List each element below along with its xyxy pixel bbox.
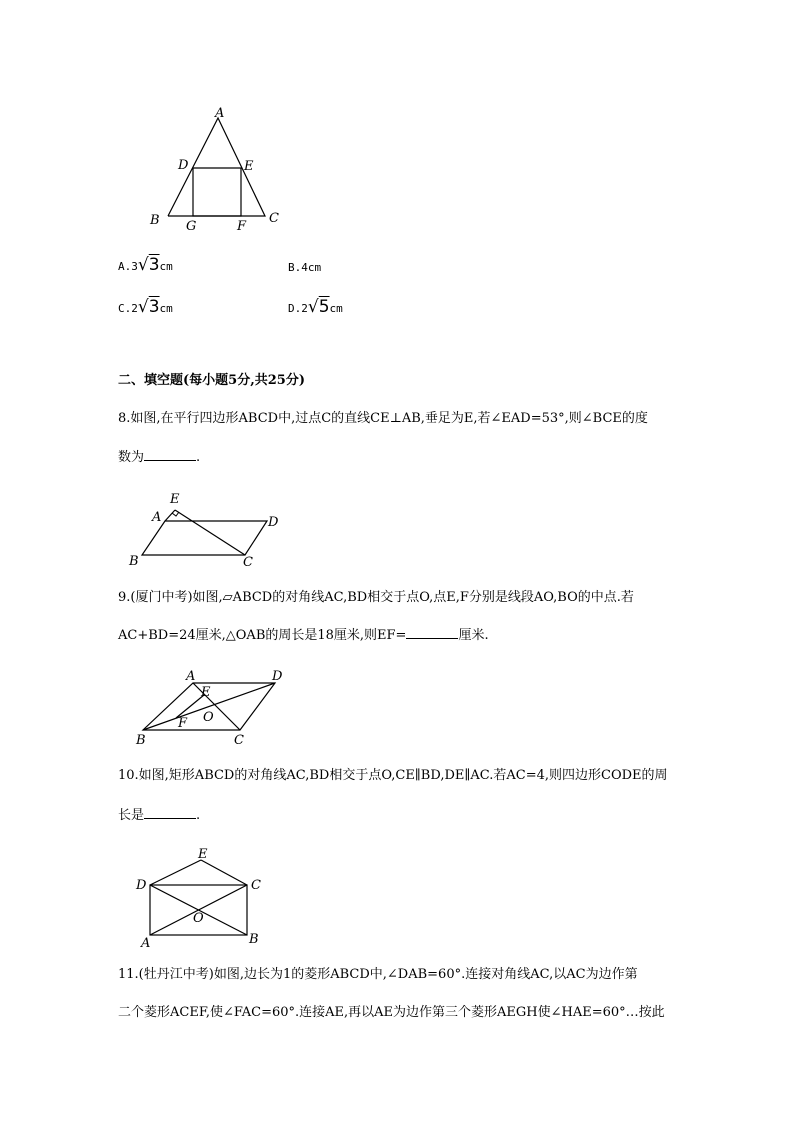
q11-line1: 11.(牡丹江中考)如图,边长为1的菱形ABCD中,∠DAB=60°.连接对角线AC,以AC为边作第 — [118, 967, 638, 982]
label-e: E — [244, 159, 254, 174]
q9-line2-post: 厘米. — [458, 628, 489, 643]
q7-figure — [140, 100, 290, 235]
label-o: O — [193, 911, 204, 926]
answer-blank[interactable] — [406, 626, 458, 639]
label-a: A — [215, 106, 225, 121]
label-e: E — [201, 685, 211, 700]
label-e: E — [170, 492, 180, 507]
parallelogram-abcd — [142, 521, 267, 555]
label-d: D — [136, 878, 147, 893]
q10-figure — [135, 843, 270, 951]
label-b: B — [150, 213, 160, 228]
sqrt-icon: √3 — [137, 297, 160, 317]
option-d-unit: cm — [329, 302, 343, 315]
line-ae — [165, 510, 175, 521]
option-c-coef: 2 — [131, 302, 138, 315]
segment-ef — [176, 695, 204, 718]
option-a-unit: cm — [159, 260, 173, 273]
q10-line1: 10.如图,矩形ABCD的对角线AC,BD相交于点O,CE∥BD,DE∥AC.若AC=4,则四边形CODE的周 — [118, 768, 668, 783]
q8-line2-post: . — [196, 450, 201, 465]
q8-figure — [125, 488, 290, 570]
q9-line1: 9.(厦门中考)如图,▱ABCD的对角线AC,BD相交于点O,点E,F分别是线段AO,BO的中点.若 — [118, 590, 634, 605]
rectangle-dgfe — [193, 168, 241, 216]
label-a: A — [141, 936, 151, 951]
label-o: O — [203, 710, 214, 725]
label-b: B — [136, 733, 146, 748]
label-c: C — [251, 878, 261, 893]
q9-line2 — [118, 626, 489, 645]
answer-blank[interactable] — [144, 448, 196, 461]
q8-line2-pre: 数为 — [118, 450, 145, 465]
option-a — [118, 256, 173, 276]
q8-line1: 8.如图,在平行四边形ABCD中,过点C的直线CE⊥AB,垂足为E,若∠EAD=53°,则∠BCE的度 — [118, 411, 648, 426]
sqrt-icon: √3 — [137, 255, 160, 275]
label-d: D — [272, 669, 283, 684]
q10-line2-post: . — [196, 808, 201, 823]
label-d: D — [268, 515, 279, 530]
option-b: B.4cm — [288, 261, 322, 274]
label-a: A — [186, 669, 196, 684]
label-a: A — [152, 510, 162, 525]
label-g: G — [186, 219, 197, 234]
option-c — [118, 298, 173, 318]
label-c: C — [269, 211, 279, 226]
section-heading: 二、填空题(每小题5分,共25分) — [118, 373, 305, 388]
segment-de — [150, 860, 201, 885]
label-b: B — [249, 932, 259, 947]
option-a-radicand: 3 — [148, 255, 160, 275]
answer-blank[interactable] — [144, 806, 196, 819]
option-d-radicand: 5 — [318, 297, 330, 317]
q11-line2: 二个菱形ACEF,使∠FAC=60°.连接AE,再以AE为边作第三个菱形AEGH使∠HAE=60°…按此 — [118, 1005, 665, 1020]
sqrt-icon: √5 — [307, 297, 330, 317]
option-a-prefix: A. — [118, 260, 132, 273]
label-f: F — [237, 219, 247, 234]
q9-line2-pre: AC+BD=24厘米,△OAB的周长是18厘米,则EF= — [118, 628, 407, 643]
q10-line2-pre: 长是 — [118, 808, 145, 823]
label-d: D — [178, 158, 189, 173]
option-c-radicand: 3 — [148, 297, 160, 317]
option-c-prefix: C. — [118, 302, 132, 315]
line-ec — [175, 510, 245, 555]
q8-line2 — [118, 448, 200, 467]
option-c-unit: cm — [159, 302, 173, 315]
option-d-prefix: D. — [288, 302, 302, 315]
option-d — [288, 298, 343, 318]
label-f: F — [178, 716, 188, 731]
label-e: E — [198, 847, 208, 862]
q9-figure — [130, 666, 295, 748]
segment-ce — [201, 860, 247, 885]
option-d-coef: 2 — [301, 302, 308, 315]
label-b: B — [129, 554, 139, 569]
option-a-coef: 3 — [131, 260, 138, 273]
q10-line2 — [118, 806, 200, 825]
label-c: C — [243, 555, 253, 570]
label-c: C — [234, 733, 244, 748]
